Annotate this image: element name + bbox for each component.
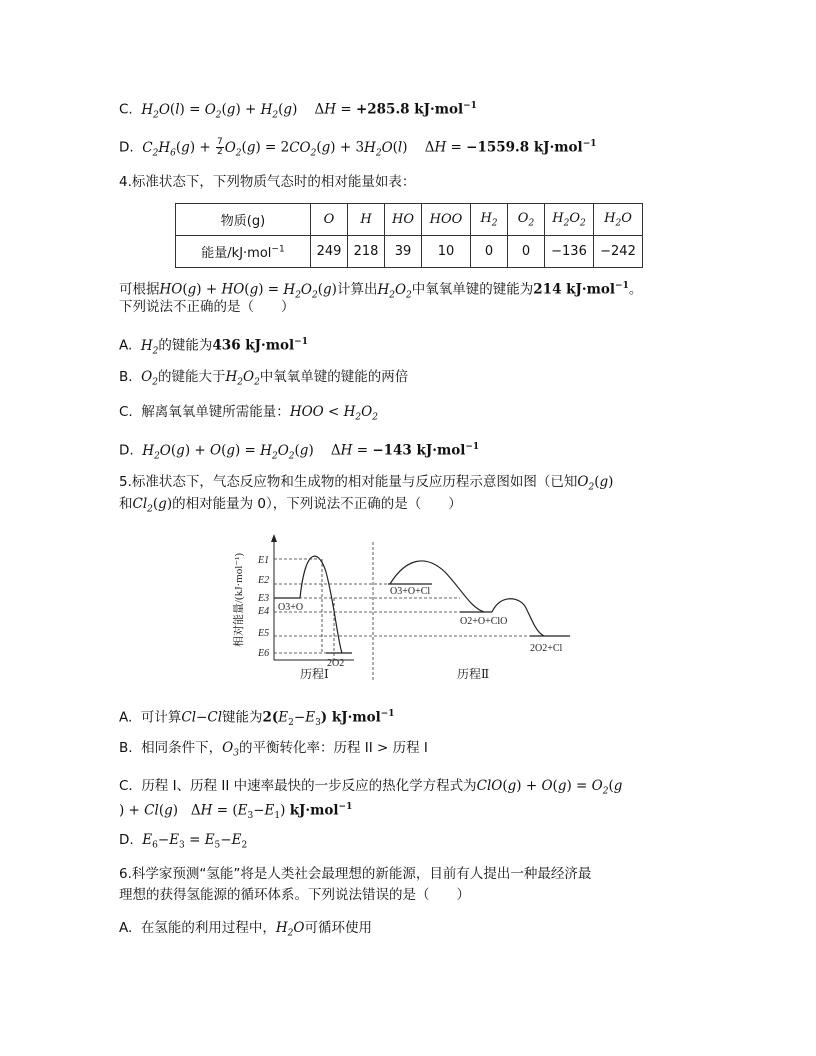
q4-stem: 4.标准状态下，下列物质气态时的相对能量如表： [119, 174, 416, 190]
path-i-curve [300, 556, 342, 653]
q4-option-d: D. $H_2O(g) + O(g) = H_2O_2(g)$ ΔH = −143 kJ·mol$^{-1}$ [119, 442, 480, 462]
q5-option-c-line1: C. 历程 I、历程 II 中速率最快的一步反应的热化学方程式为$ClO(g) + O(g) = O_2(g$ [119, 778, 623, 797]
value-cell: −242 [594, 236, 643, 268]
path-label: 历程Ⅰ [300, 667, 329, 681]
species-label: O2+O+ClO [460, 616, 508, 627]
level-label: E3 [258, 593, 270, 604]
value-cell: −136 [545, 236, 594, 268]
q4-text1: 可根据$HO(g) + HO(g) = H_2O_2(g)$计算出$H_2O_2$中氧氧单键的键能为214 kJ·mol$^{-1}$。 [119, 281, 643, 301]
table-energy-label: 能量/kJ·mol$^{-1}$ [176, 236, 311, 268]
value-cell: 0 [471, 236, 508, 268]
q4-option-a: A. $H_2$的键能为436 kJ·mol$^{-1}$ [119, 337, 308, 357]
q6-line2: 理想的获得氢能源的循环体系。下列说法错误的是（ ） [119, 887, 470, 903]
y-axis-label: 相对能量/(kJ·mol⁻¹) [233, 552, 245, 648]
q6-line1: 6.科学家预测“氢能”将是人类社会最理想的新能源，目前有人提出一种最经济最 [119, 866, 592, 882]
q5-option-a: A. 可计算Cl−Cl键能为$2(E_2-E_3)$ kJ·mol$^{-1}$ [119, 709, 395, 729]
q5-line2: 和$Cl_2(g)$的相对能量为 0），下列说法不正确的是（ ） [119, 496, 462, 515]
value-cell: 218 [348, 236, 385, 268]
species-cell: HOO [422, 204, 471, 236]
level-label: E1 [258, 555, 270, 566]
species-label: O3+O [278, 602, 304, 613]
path-label: 历程Ⅱ [457, 667, 490, 681]
q4-text2: 下列说法不正确的是（ ） [119, 299, 295, 315]
value-cell: 0 [508, 236, 545, 268]
species-label: 2O2+Cl [530, 643, 563, 654]
q4-option-b: B. $O_2$的键能大于$H_2O_2$中氧氧单键的键能的两倍 [119, 369, 409, 388]
energy-profile-diagram [230, 532, 580, 687]
species-label: 2O2 [327, 658, 345, 669]
q4-option-c: C. 解离氧氧单键所需能量：HOO < $H_2O_2$ [119, 404, 378, 423]
value-cell: 39 [385, 236, 422, 268]
option-d-equation: D. $C_2H_6(g)$ + $\frac{7}{2}$ $O_2(g) = 2CO_2(g) + 3H_2O(l)$ ΔH = −1559.8 kJ·mol$^{-1}$ [119, 137, 597, 159]
level-label: E5 [258, 628, 270, 639]
y-axis-arrow [271, 534, 277, 542]
q5-option-b: B. 相同条件下，$O_3$的平衡转化率：历程 II > 历程 I [119, 740, 428, 759]
species-cell: H [348, 204, 385, 236]
species-cell: $H_2O$ [594, 204, 643, 236]
q6-option-a: A. 在氢能的利用过程中，$H_2O$可循环使用 [119, 920, 372, 939]
level-label: E6 [258, 648, 270, 659]
q5-option-c-line2: ) + Cl(g) $\Delta H = (E_3-E_1)$ kJ·mol$^{-1}$ [119, 802, 353, 822]
species-label: O3+O+Cl [390, 586, 431, 597]
table-header-label: 物质(g) [176, 204, 311, 236]
q5-line1: 5.标准状态下，气态反应物和生成物的相对能量与反应历程示意图如图（已知$O_2(g)$ [119, 474, 614, 493]
option-c-equation: C. $H_2O(l) = O_2(g) + H_2(g)$ ΔH = +285.8 kJ·mol$^{-1}$ [119, 101, 477, 121]
level-label: E4 [258, 606, 270, 617]
energy-table [175, 203, 643, 268]
species-cell: HO [385, 204, 422, 236]
species-cell: O [311, 204, 348, 236]
species-cell: $O_2$ [508, 204, 545, 236]
species-cell: $H_2O_2$ [545, 204, 594, 236]
value-cell: 249 [311, 236, 348, 268]
q5-option-d: D. $E_6-E_3 = E_5-E_2$ [119, 832, 248, 851]
value-cell: 10 [422, 236, 471, 268]
species-cell: $H_2$ [471, 204, 508, 236]
level-label: E2 [258, 575, 270, 586]
